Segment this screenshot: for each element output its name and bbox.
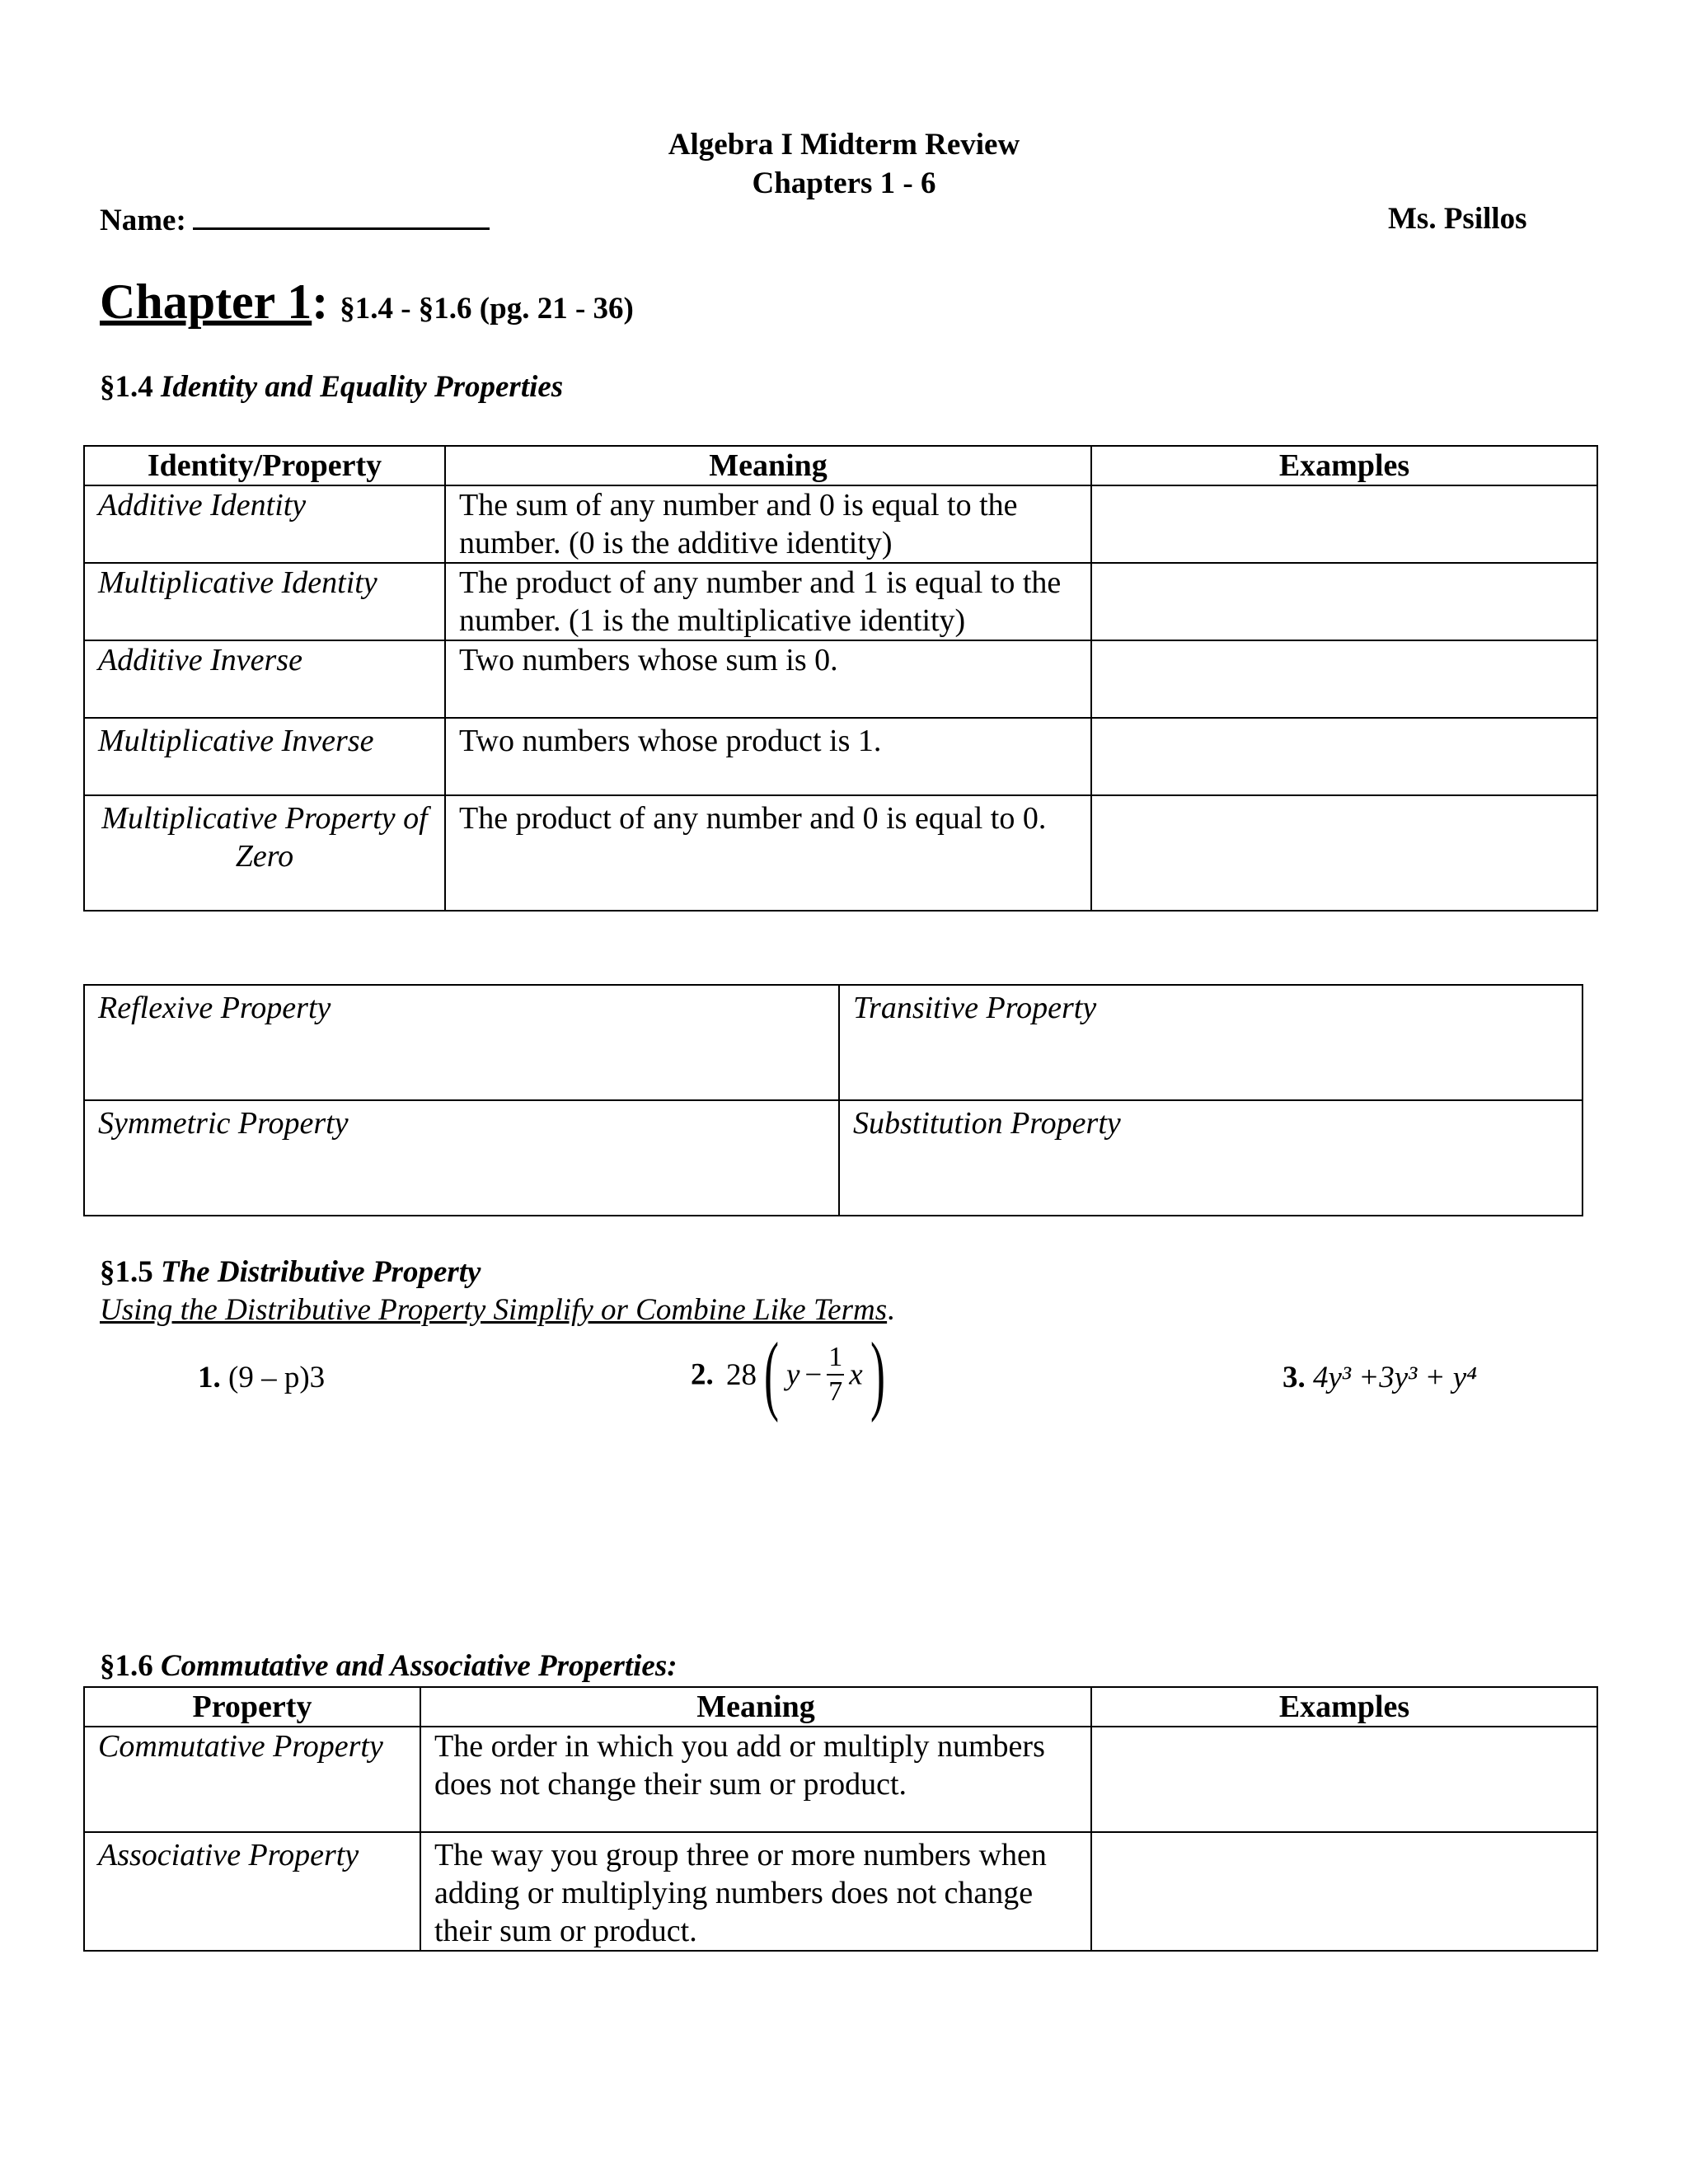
column-header: Property	[84, 1687, 420, 1727]
table-row	[84, 1727, 1597, 1832]
minus-sign: −	[804, 1357, 823, 1392]
section-number: §1.4	[100, 370, 153, 404]
table-row	[84, 485, 1597, 563]
meaning-cell: The sum of any number and 0 is equal to the number. (0 is the additive identity)	[445, 485, 1091, 563]
chapter-colon: :	[312, 274, 329, 329]
right-paren-icon: )	[870, 1325, 885, 1423]
section-title: Commutative and Associative Properties:	[161, 1649, 678, 1683]
chapter-heading	[100, 274, 634, 330]
coefficient: 28	[726, 1357, 757, 1392]
property-cell[interactable]: Symmetric Property	[84, 1100, 839, 1216]
property-cell[interactable]: Transitive Property	[839, 985, 1582, 1100]
problem-3	[1282, 1360, 1477, 1395]
section-1-4-heading	[100, 369, 563, 405]
section-title: Identity and Equality Properties	[161, 370, 564, 404]
property-cell: Commutative Property	[84, 1727, 420, 1832]
fraction-denominator: 7	[828, 1376, 843, 1407]
property-cell: Multiplicative Inverse	[84, 718, 445, 795]
section-instructions	[100, 1292, 894, 1328]
page-header	[0, 125, 1688, 203]
meaning-cell: Two numbers whose sum is 0.	[445, 640, 1091, 718]
examples-cell[interactable]	[1091, 563, 1597, 640]
problem-label: 1.	[198, 1361, 221, 1394]
document-subtitle: Chapters 1 - 6	[752, 166, 936, 200]
problem-label: 3.	[1282, 1361, 1306, 1394]
meaning-cell: The order in which you add or multiply numbers does not change their sum or product.	[420, 1727, 1091, 1832]
problem-2	[691, 1325, 893, 1423]
name-row	[100, 201, 490, 238]
meaning-cell: The product of any number and 1 is equal to the number. (1 is the multiplicative identity)	[445, 563, 1091, 640]
variable-x: x	[849, 1357, 863, 1392]
property-cell: Multiplicative Property of Zero	[84, 795, 445, 911]
meaning-cell: The product of any number and 0 is equal to 0.	[445, 795, 1091, 911]
identity-properties-table	[83, 445, 1598, 912]
instructions-period: .	[887, 1293, 895, 1327]
chapter-title: Chapter 1	[100, 274, 312, 329]
variable-y: y	[785, 1357, 800, 1392]
problem-label: 2.	[691, 1357, 714, 1392]
chapter-range: §1.4 - §1.6 (pg. 21 - 36)	[340, 292, 634, 326]
meaning-cell: Two numbers whose product is 1.	[445, 718, 1091, 795]
column-header: Examples	[1091, 1687, 1597, 1727]
section-1-5-heading	[100, 1254, 481, 1290]
table-row	[84, 640, 1597, 718]
table-row	[84, 1832, 1597, 1951]
section-number: §1.5	[100, 1255, 153, 1289]
column-header: Meaning	[445, 446, 1091, 485]
examples-cell[interactable]	[1091, 485, 1597, 563]
table-row	[84, 563, 1597, 640]
section-number: §1.6	[100, 1649, 153, 1683]
name-blank[interactable]	[193, 201, 490, 230]
examples-cell[interactable]	[1091, 718, 1597, 795]
equality-properties-table	[83, 984, 1583, 1216]
table-row	[84, 985, 1582, 1100]
property-cell: Additive Inverse	[84, 640, 445, 718]
column-header: Identity/Property	[84, 446, 445, 485]
property-cell: Multiplicative Identity	[84, 563, 445, 640]
name-label: Name:	[100, 204, 186, 237]
column-header: Examples	[1091, 446, 1597, 485]
problem-1	[198, 1360, 325, 1395]
fraction-numerator: 1	[827, 1341, 844, 1376]
document-title: Algebra I Midterm Review	[668, 128, 1020, 162]
property-cell: Associative Property	[84, 1832, 420, 1951]
table-row	[84, 718, 1597, 795]
examples-cell[interactable]	[1091, 1727, 1597, 1832]
examples-cell[interactable]	[1091, 640, 1597, 718]
instructions-text: Using the Distributive Property Simplify or Combine Like Terms	[100, 1293, 888, 1327]
section-1-6-heading	[100, 1648, 678, 1684]
table-row	[84, 1100, 1582, 1216]
table-header-row	[84, 446, 1597, 485]
problem-expression: 4y³ +3y³ + y⁴	[1313, 1361, 1478, 1394]
fraction	[827, 1341, 844, 1408]
section-title: The Distributive Property	[161, 1255, 481, 1289]
property-cell[interactable]: Substitution Property	[839, 1100, 1582, 1216]
commutative-associative-table	[83, 1686, 1598, 1952]
column-header: Meaning	[420, 1687, 1091, 1727]
examples-cell[interactable]	[1091, 1832, 1597, 1951]
teacher-name: Ms. Psillos	[1388, 202, 1527, 236]
property-cell[interactable]: Reflexive Property	[84, 985, 839, 1100]
examples-cell[interactable]	[1091, 795, 1597, 911]
table-header-row	[84, 1687, 1597, 1727]
problem-expression: (9 – p)3	[228, 1361, 326, 1394]
table-row	[84, 795, 1597, 911]
property-cell: Additive Identity	[84, 485, 445, 563]
meaning-cell: The way you group three or more numbers when adding or multiplying numbers does not change their sum or product.	[420, 1832, 1091, 1951]
left-paren-icon: (	[763, 1325, 779, 1423]
